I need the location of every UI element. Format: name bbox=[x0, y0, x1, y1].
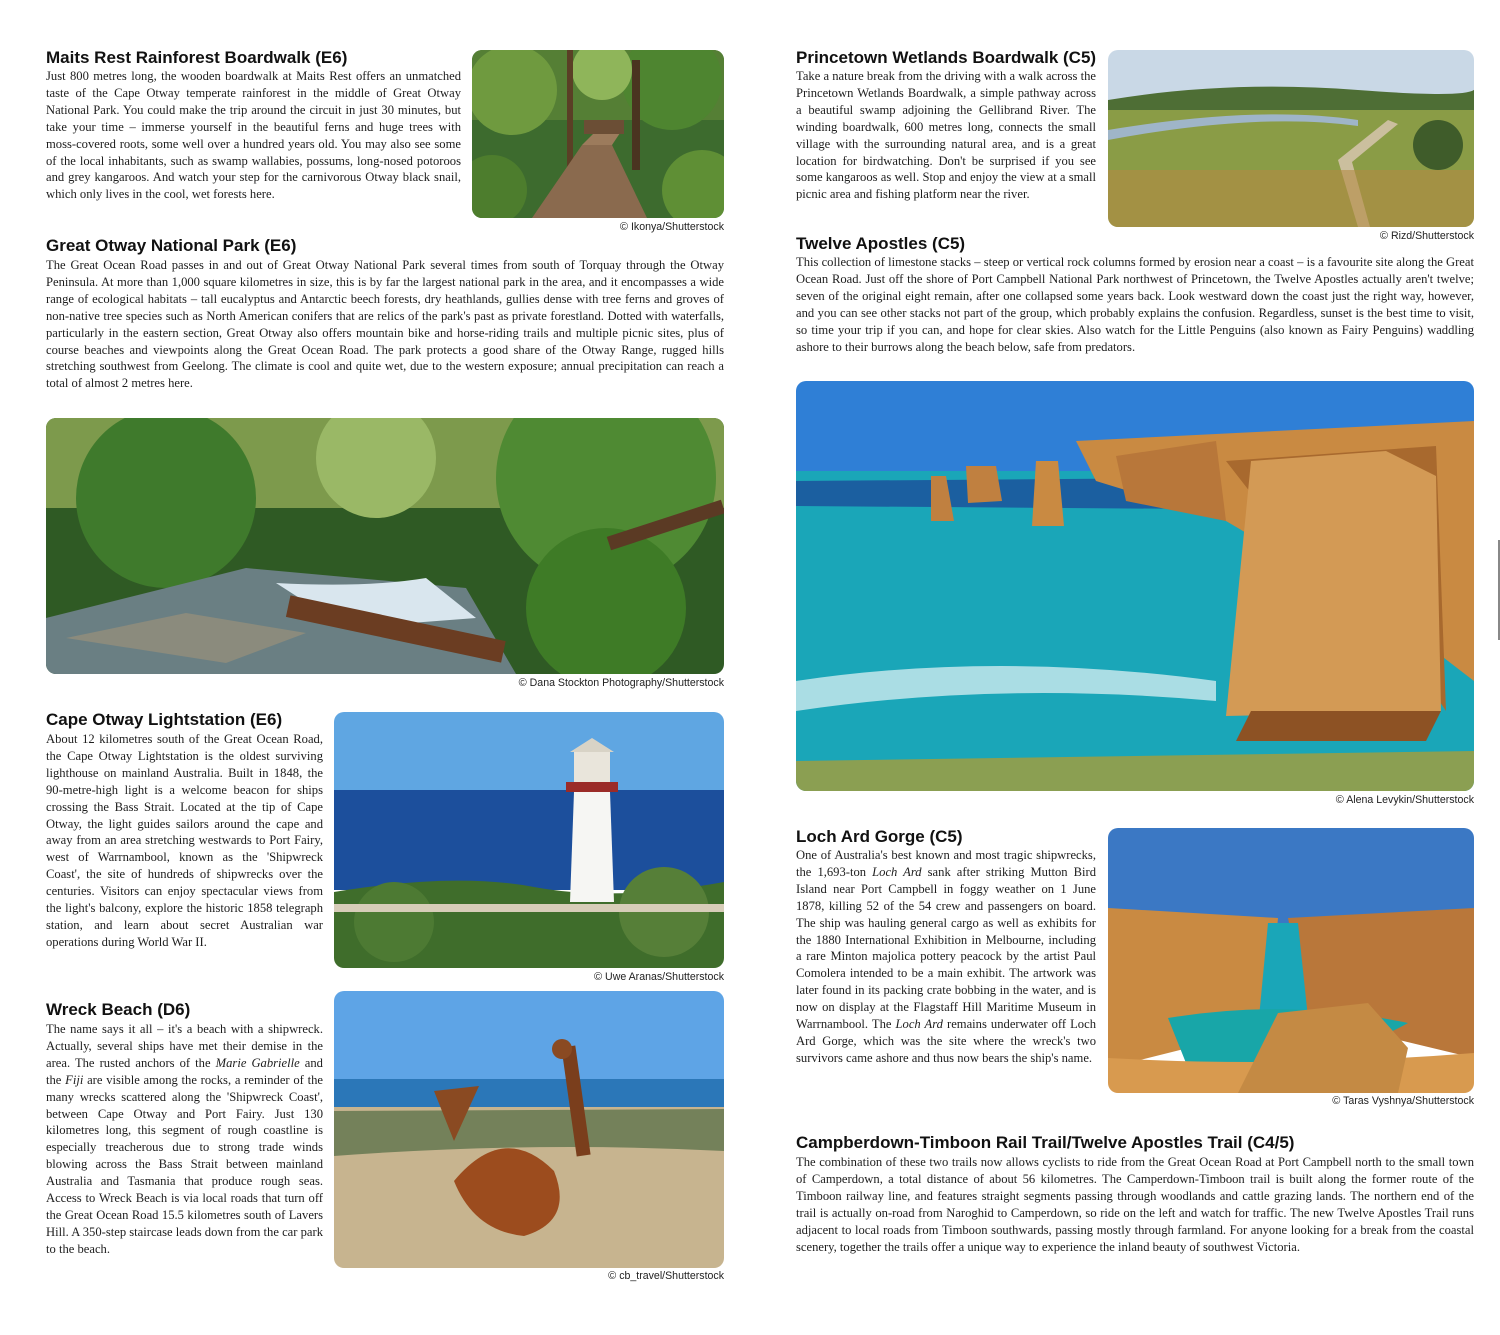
copyright-symbol: © bbox=[593, 971, 603, 983]
photo-twelve-apostles bbox=[796, 381, 1474, 791]
ship-name: Fiji bbox=[65, 1072, 84, 1087]
photo-credit-text: Rizd/Shutterstock bbox=[1390, 230, 1474, 242]
text-run: are visible among the rocks, a reminder of the many wrecks scattered along the 'Shipwreck Coast', between Cape Otway and Port Fairy. Just 130 kilometres long, this segment of rough coastline is especially treacherous due to strong trade winds blowing across the Bass Strait between mainland Australia and Tasmania that produce rough seas. Access to Wreck Beach is via local roads that turn off the Great Ocean Road 15.5 kilometres south of Lavers Hill. A 350-step staircase leads down from the car park to the beach. bbox=[46, 1072, 323, 1256]
copyright-symbol: © bbox=[1379, 230, 1389, 242]
photo-credit-wreck-beach bbox=[608, 1270, 724, 1282]
ship-name: Loch Ard bbox=[872, 864, 922, 879]
photo-credit-text: cb_travel/Shutterstock bbox=[619, 1270, 724, 1282]
photo-credit-maits-rest bbox=[620, 221, 724, 233]
section-body-great-otway: The Great Ocean Road passes in and out of Great Otway National Park several times from south of Torquay through the Otway Peninsula. At more than 1,000 square kilometres in size, this is by far the largest national park in the area, and it encompasses a wide range of ecological habitats – tall eucalyptus and Antarctic beech forests, dry heathlands, gullies dense with tree ferns and groves of non-native tree species such as North American conifers that are relics of the park's past as private forestland. Dotted with waterfalls, particularly in the eastern section, Great Otway also offers mountain bike and horse-riding trails and multiple picnic sites, plus of course beaches and viewpoints along the Great Ocean Road. The park protects a good share of the Otway Range, rugged hills stretching southwest from Geelong. The climate is cool and quite wet, due to the western exposure; annual precipitation can reach a total of almost 2 metres here. bbox=[46, 258, 724, 391]
photo-rainforest-creek bbox=[46, 418, 724, 674]
section-body-cape-otway: About 12 kilometres south of the Great Ocean Road, the Cape Otway Lightstation is the oldest surviving lighthouse on mainland Australia. Built in 1848, the 90-metre-high light is a welcome beacon for ships crossing the Bass Strait. Located at the tip of Cape Otway, the light guides sailors around the cape and away from an area stretching westwards to Port Fairy, west of Warrnambool, known as the 'Shipwreck Coast', the site of hundreds of shipwrecks over the centuries. Visitors can enjoy spectacular views from the light's balcony, explore the historic 1858 telegraph station, and learn about secret Australian war operations during World War II. bbox=[46, 732, 323, 949]
section-title-twelve-apostles: Twelve Apostles (C5) bbox=[796, 234, 966, 253]
text-run: One of Australia's best known and most tragic shipwrecks, the 1,693-ton bbox=[796, 848, 1096, 879]
section-body-princetown: Take a nature break from the driving with a walk across the Princetown Wetlands Boardwalk, a simple pathway across a beautiful swamp adjoining the Gellibrand River. The winding boardwalk, 600 metres long, connects the small village with the surrounding natural area, and is a great location for birdwatching. Don't be surprised if you see some kangaroos as well. Stop and enjoy the view at a small picnic area and fishing platform near the river. bbox=[796, 69, 1096, 202]
section-body-loch-ard bbox=[796, 847, 1096, 1067]
section-title-maits-rest: Maits Rest Rainforest Boardwalk (E6) bbox=[46, 48, 348, 67]
text-run: sank after striking Mutton Bird Island near Port Campbell in foggy weather on 1 June 1878, killing 52 of the 54 crew and passengers on board. The ship was hauling general cargo as well as exhibits for the 1880 International Exhibition in Melbourne, including a rare Minton majolica pottery peacock by the artist Paul Comolera intended to be a main exhibit. The artwork was later found in its packing crate bobbing in the water, and is now on display at the Flagstaff Hill Maritime Museum in Warrnambool. The bbox=[796, 864, 1096, 1032]
photo-wetlands-boardwalk bbox=[1108, 50, 1474, 227]
photo-loch-ard-gorge bbox=[1108, 828, 1474, 1093]
section-title-loch-ard: Loch Ard Gorge (C5) bbox=[796, 827, 963, 846]
photo-credit-text: Taras Vyshnya/Shutterstock bbox=[1343, 1095, 1474, 1107]
photo-credit-text: Uwe Aranas/Shutterstock bbox=[605, 971, 724, 983]
section-body-rail-trail: The combination of these two trails now allows cyclists to ride from the Great Ocean Road at Port Campbell north to the small town of Camperdown, a total distance of about 56 kilometres. The Camperdown-Timboon trail is built along the former route of the Timboon railway line, and features straight segments passing through woodlands and cattle grazing lands. The northern end of the trail is actually on-road from Naroghid to Camperdown, so ride on the left and watch for traffic. The new Twelve Apostles Trail runs adjacent to local roads from Timboon southwards, passing mostly through farmland. For anyone looking for a break from the coastal scenery, together the trails offer a unique way to experience the inland beauty of southwest Victoria. bbox=[796, 1155, 1474, 1254]
text-run: and the bbox=[46, 1055, 323, 1087]
copyright-symbol: © bbox=[1332, 1095, 1341, 1107]
photo-credit-cape-otway bbox=[594, 971, 724, 983]
photo-credit-text: Dana Stockton Photography/Shutterstock bbox=[529, 677, 724, 689]
copyright-symbol: © bbox=[518, 677, 527, 689]
photo-credit-twelve-apostles bbox=[1336, 794, 1474, 806]
text-run: remains underwater off Loch Ard Gorge, which was the site where the wreck's two survivors came ashore and thus now bears the ship's name. bbox=[796, 1017, 1096, 1065]
photo-rusted-anchors bbox=[334, 991, 724, 1268]
section-body-twelve-apostles: This collection of limestone stacks – steep or vertical rock columns formed by erosion near a coast – is a favourite site along the Great Ocean Road. Just off the shore of Port Campbell National Park northwest of Princetown, the Twelve Apostles actually aren't twelve; seven of the original eight remain, after one collapsed some years back. Look westward down the coast just the right way, however, and you can see other stacks not part of the group, which probably explains the confusion. Regardless, sunset is the best time to visit, so time your trip if you can, and hope for clear skies. Also watch for the Little Penguins (also known as Fairy Penguins) waddling ashore to their burrows along the beach below, safe from predators. bbox=[796, 255, 1474, 354]
copyright-symbol: © bbox=[1335, 794, 1344, 806]
section-title-rail-trail: Campberdown-Timboon Rail Trail/Twelve Apostles Trail (C4/5) bbox=[796, 1133, 1295, 1152]
section-title-great-otway: Great Otway National Park (E6) bbox=[46, 236, 297, 255]
section-body-maits-rest: Just 800 metres long, the wooden boardwalk at Maits Rest offers an unmatched taste of the Cape Otway temperate rainforest in the middle of Great Otway National Park. You could make the trip around the circuit in just 30 minutes, but take your time – immerse yourself in the beautiful ferns and huge trees with moss-covered roots, some well over a hundred years old. You may also see some of the local inhabitants, such as swamp wallabies, possums, long-nosed potoroos and grey kangaroos. And watch your step for the carnivorous Otway black snail, which only lives in the cool, wet forests here. bbox=[46, 69, 461, 202]
ship-name: Marie Gabrielle bbox=[215, 1055, 300, 1070]
text-run: The name says it all – it's a beach with a shipwreck. Actually, several ships have met their demise in the area. The rusted anchors of the bbox=[46, 1022, 323, 1070]
copyright-symbol: © bbox=[608, 1270, 617, 1282]
photo-boardwalk-rainforest bbox=[472, 50, 724, 218]
photo-credit-text: Ikonya/Shutterstock bbox=[630, 221, 724, 233]
photo-credit-great-otway bbox=[519, 677, 724, 689]
section-body-wreck-beach bbox=[46, 1021, 323, 1258]
copyright-symbol: © bbox=[619, 221, 628, 233]
section-title-wreck-beach: Wreck Beach (D6) bbox=[46, 1000, 191, 1019]
ship-name: Loch Ard bbox=[895, 1017, 943, 1032]
photo-credit-princetown bbox=[1380, 230, 1474, 242]
section-title-princetown: Princetown Wetlands Boardwalk (C5) bbox=[796, 48, 1097, 67]
photo-lighthouse bbox=[334, 712, 724, 968]
photo-credit-text: Alena Levykin/Shutterstock bbox=[1346, 794, 1474, 806]
photo-credit-loch-ard bbox=[1332, 1095, 1474, 1107]
section-title-cape-otway: Cape Otway Lightstation (E6) bbox=[46, 710, 283, 729]
